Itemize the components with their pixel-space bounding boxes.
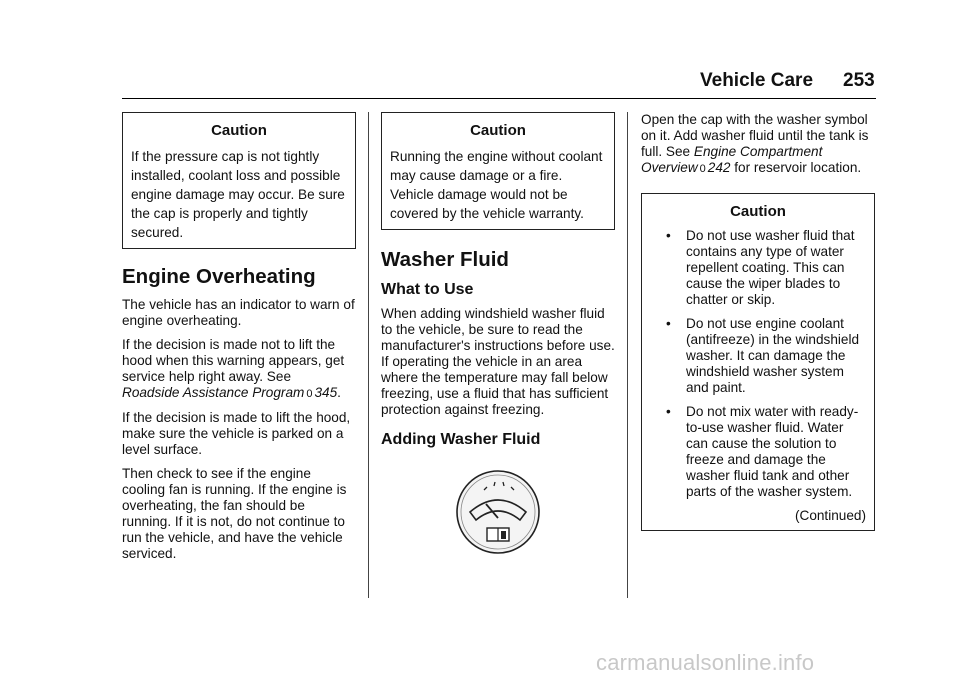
bullet-text: Do not mix water with ready-to-use washer fluid. Water can cause the solution to freeze and damage the washer fluid tank and other parts of the washer system. xyxy=(686,404,859,499)
caution-bullet-list xyxy=(650,228,866,500)
bullet-icon: • xyxy=(666,228,671,243)
caution-title: Caution xyxy=(730,203,786,220)
caution-box-pressure-cap xyxy=(122,112,356,249)
page-ref[interactable]: 345 xyxy=(314,385,338,400)
list-item xyxy=(650,316,866,396)
paragraph-open-cap xyxy=(641,112,875,177)
page-number: 253 xyxy=(843,70,875,91)
paragraph-roadside xyxy=(122,337,356,402)
paragraph-cooling-fan: Then check to see if the engine cooling fan is running. If the engine is overheating, the fan should be running. If it is not, do not continue to run the vehicle, and have the vehicle serviced. xyxy=(122,466,347,561)
caution-box-washer xyxy=(641,193,875,531)
paragraph-what-to-use: When adding windshield washer fluid to the vehicle, be sure to read the manufacturer's instructions before use. If operating the vehicle in an area where the temperature may fall below freezing, use a fluid that has sufficient protection against freezing. xyxy=(381,306,615,417)
paragraph-text: If the decision is made not to lift the hood when this warning appears, get service help right away. See xyxy=(122,337,345,384)
caution-title: Caution xyxy=(470,122,526,139)
heading-washer-fluid: Washer Fluid xyxy=(381,248,509,271)
bullet-icon: • xyxy=(666,316,671,331)
column-1 xyxy=(122,112,356,570)
bullet-text: Do not use washer fluid that contains any type of water repellent coating. This can cause the wiper blades to chatter or skip. xyxy=(686,228,855,307)
washer-fluid-cap-icon xyxy=(454,468,542,556)
list-item xyxy=(650,228,866,308)
link-engine-compartment[interactable]: Engine Compartment Overview xyxy=(641,144,823,175)
caution-box-coolant xyxy=(381,112,615,230)
heading-engine-overheating: Engine Overheating xyxy=(122,265,316,288)
paragraph-text: Open the cap with the washer symbol on it. Add washer fluid until the tank is full. See xyxy=(641,112,869,159)
reference-arrow-icon: 0 xyxy=(699,163,706,175)
subheading-adding-washer-fluid: Adding Washer Fluid xyxy=(381,431,541,448)
continued-label: (Continued) xyxy=(794,508,866,523)
caution-title: Caution xyxy=(211,122,267,139)
subheading-what-to-use: What to Use xyxy=(381,281,474,298)
paragraph-lift-hood: If the decision is made to lift the hood, make sure the vehicle is parked on a level surface. xyxy=(122,410,351,457)
section-title: Vehicle Care xyxy=(700,70,814,91)
bullet-text: Do not use engine coolant (antifreeze) in the windshield washer. It can damage the windshield washer system and paint. xyxy=(686,316,860,395)
reference-arrow-icon: 0 xyxy=(306,388,313,400)
link-roadside-assistance[interactable]: Roadside Assistance Program xyxy=(122,385,305,400)
watermark: carmanualsonline.info xyxy=(596,650,815,675)
column-2 xyxy=(381,112,615,556)
column-divider-1 xyxy=(368,112,369,598)
bullet-icon: • xyxy=(666,404,671,419)
list-item xyxy=(650,404,866,500)
paragraph-text-end: for reservoir location. xyxy=(734,160,862,175)
header-divider xyxy=(122,98,876,99)
column-3 xyxy=(641,112,875,547)
page-ref[interactable]: 242 xyxy=(707,160,731,175)
period: . xyxy=(337,385,341,400)
paragraph-indicator: The vehicle has an indicator to warn of engine overheating. xyxy=(122,297,355,328)
column-divider-2 xyxy=(627,112,628,598)
caution-text: Running the engine without coolant may cause damage or a fire. Vehicle damage would not be covered by the vehicle warranty. xyxy=(390,149,603,221)
caution-text: If the pressure cap is not tightly installed, coolant loss and possible engine damage may occur. Be sure the cap is properly and tightly secured. xyxy=(131,149,345,240)
